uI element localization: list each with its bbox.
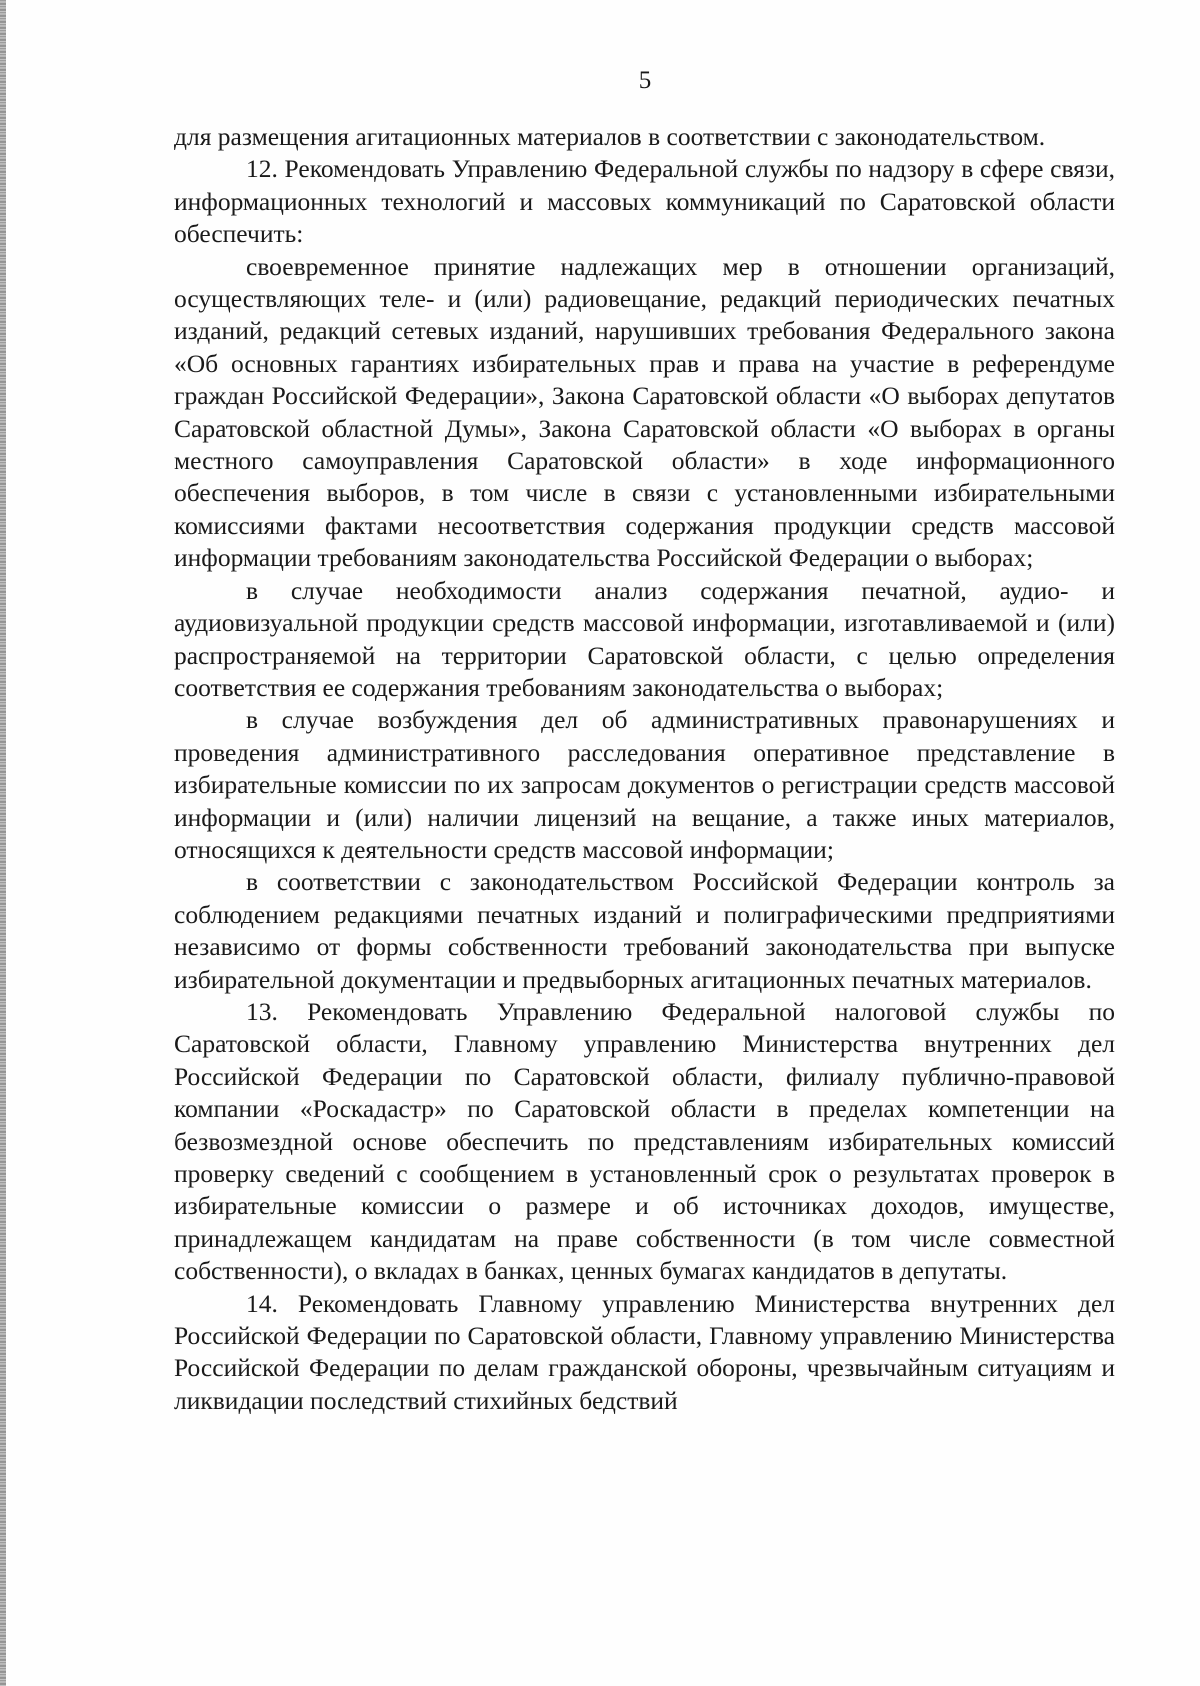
page-number: 5 bbox=[638, 67, 652, 94]
paragraph-item-14: 14. Рекомендовать Главному управлению Министерства внутренних дел Российской Федерации по Саратовской области, Главному управлению Министерства Российской Федерации по делам гражданской обороны, чрезвычайным ситуациям и ликвидации последствий стихийных бедствий bbox=[174, 1288, 1115, 1415]
paragraph-item-12: 12. Рекомендовать Управлению Федеральной службы по надзору в сфере связи, информационных технологий и массовых коммуникаций по Саратовской области обеспечить: bbox=[174, 154, 1115, 249]
paragraph-timely-measures: своевременное принятие надлежащих мер в отношении организаций, осуществляющих теле- и (или) радиовещание, редакций периодических печатных изданий, редакций сетевых изданий, нарушивших требования Федерального закона «Об основных гарантиях избирательных прав и права на участие в референдуме граждан Российской Федерации», Закона Саратовской области «О выборах депутатов Саратовской областной Думы», Закона Саратовской области «О выборах в органы местного самоуправления Саратовской области» в ходе информационного обеспечения выборов, в том числе в связи с установленными избирательными комиссиями фактами несоответствия содержания продукции средств массовой информации требованиям законодательства Российской Федерации о выборах; bbox=[174, 251, 1115, 573]
scan-edge-shadow bbox=[0, 0, 6, 1686]
paragraph-print-control: в соответствии с законодательством Российской Федерации контроль за соблюдением редакциями печатных изданий и полиграфическими предприятиями независимо от формы собственности требований законодательства при выпуске избирательной документации и предвыборных агитационных печатных материалов. bbox=[174, 867, 1115, 994]
paragraph-administrative-cases: в случае возбуждения дел об административных правонарушениях и проведения административного расследования оперативное представление в избирательные комиссии по их запросам документов о регистрации средств массовой информации и (или) наличии лицензий на вещание, а также иных материалов, относящихся к деятельности средств массовой информации; bbox=[174, 705, 1115, 864]
document-body bbox=[174, 121, 1115, 1417]
paragraph-content-analysis: в случае необходимости анализ содержания печатной, аудио- и аудиовизуальной продукции средств массовой информации, изготавливаемой и (или) распространяемой на территории Саратовской области, с целью определения соответствия ее содержания требованиям законодательства о выборах; bbox=[174, 575, 1115, 702]
paragraph-item-13: 13. Рекомендовать Управлению Федеральной налоговой службы по Саратовской области, Главному управлению Министерства внутренних дел Российской Федерации по Саратовской области, филиалу публично-правовой компании «Роскадастр» по Саратовской области в пределах компетенции на безвозмездной основе обеспечить по представлениям избирательных комиссий проверку сведений с сообщением в установленный срок о результатах проверок в избирательные комиссии о размере и об источниках доходов, имуществе, принадлежащем кандидатам на праве собственности (в том числе совместной собственности), о вкладах в банках, ценных бумагах кандидатов в депутаты. bbox=[174, 996, 1115, 1286]
paragraph-continuation: для размещения агитационных материалов в соответствии с законодательством. bbox=[174, 122, 1046, 151]
